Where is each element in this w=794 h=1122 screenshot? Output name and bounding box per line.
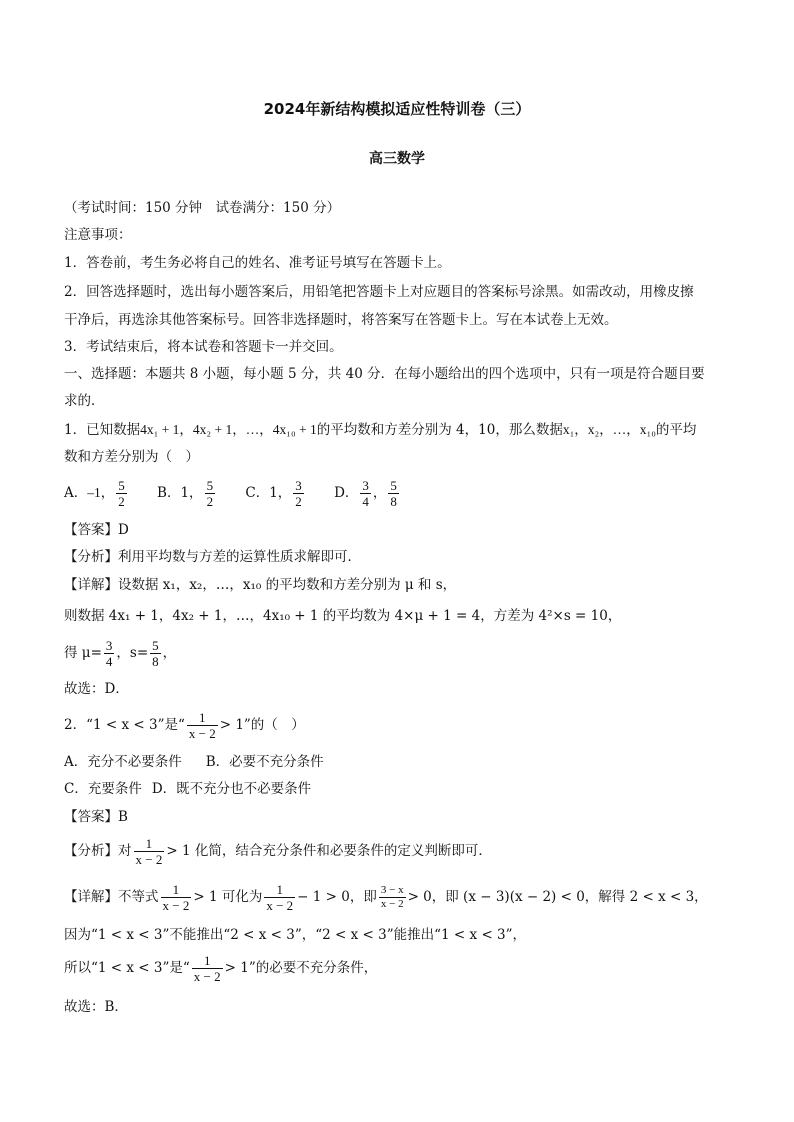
notice-2-cont: 干净后，再选涂其他答案标号。回答非选择题时，将答案写在答题卡上。写在本试卷上无效。 (64, 312, 618, 328)
q1-option-d-frac1 (360, 478, 371, 509)
section1-intro-cont: 求的． (64, 393, 105, 409)
q1-detail-3-c: ， (162, 645, 177, 661)
q2-option-a: A．充分不必要条件 (64, 754, 182, 770)
frac-denominator: x − 2 (380, 898, 404, 910)
q2-reason-2-a: 所以“1 < x < 3”是“ (64, 960, 190, 976)
q1-option-b-frac (205, 478, 216, 509)
q2-option-c: C．充要条件 (64, 781, 142, 797)
frac-denominator: 4 (362, 494, 369, 509)
q2-detail-frac1 (161, 882, 192, 913)
q2-detail-a: 【详解】不等式 (64, 889, 159, 905)
q2-detail-frac2 (264, 882, 295, 913)
q1-analysis: 【分析】利用平均数与方差的运算性质求解即可． (64, 549, 361, 565)
section1-intro: 一、选择题：本题共 8 小题，每小题 5 分，共 40 分．在每小题给出的四个选项中，只有一项是符合题目要 (64, 366, 705, 382)
frac-denominator: x − 2 (266, 898, 294, 913)
frac-numerator: 5 (152, 638, 159, 653)
frac-denominator: 2 (118, 494, 125, 509)
frac-denominator: x − 2 (193, 969, 221, 984)
q2-options-row1 (64, 752, 730, 772)
q2-reason-1: 因为“1 < x < 3”不能推出“2 < x < 3”，“2 < x < 3”能推出“1 < x < 3”， (64, 927, 527, 943)
q1-vars: x₁，x₂，…，x₁₀ (562, 422, 656, 437)
q1-detail-3-b: ，s= (116, 645, 149, 661)
frac-denominator: x − 2 (188, 726, 216, 741)
q1-data-items: 4x₁ + 1，4x₂ + 1，…，4x₁₀ + 1 (140, 422, 317, 437)
q1-detail-3-a: 得 μ= (64, 645, 102, 661)
q1-option-a-frac (116, 478, 127, 509)
q2-detail-b: > 1 可化为 (193, 889, 263, 905)
q1-detail-3-frac1 (104, 638, 115, 669)
frac-denominator: 8 (390, 494, 397, 509)
q2-detail-d: > 0，即 (x − 3)(x − 2) < 0，解得 2 < x < 3， (407, 889, 708, 905)
q2-detail-frac3 (379, 884, 406, 911)
q2-option-d: D．既不充分也不必要条件 (151, 781, 312, 797)
frac-numerator: 5 (118, 478, 125, 493)
frac-numerator: 1 (161, 882, 192, 898)
notice-heading: 注意事项： (64, 227, 132, 243)
q1-choose: 故选：D． (64, 681, 129, 697)
frac-numerator: 3 (105, 638, 113, 653)
q2-analysis-b: > 1 化简，结合充分条件和必要条件的定义判断即可． (166, 843, 492, 859)
q1-option-c (245, 478, 305, 509)
q2-options-row2 (64, 779, 730, 799)
q2-answer: 【答案】B (64, 809, 128, 825)
exam-info: （考试时间：150 分钟 试卷满分：150 分） (64, 200, 341, 216)
q1-options (64, 476, 730, 510)
q1-option-c-label: C．1， (245, 485, 292, 501)
frac-numerator: 5 (390, 478, 397, 493)
frac-numerator: 1 (187, 710, 218, 726)
q2-analysis-frac (134, 836, 165, 867)
q1-stem-line2: 数和方差分别为（ ） (64, 449, 199, 465)
q1-stem-c: 的平均 (655, 422, 697, 438)
notice-1: 1．答卷前，考生务必将自己的姓名、准考证号填写在答题卡上。 (64, 255, 451, 271)
q2-stem-frac (187, 710, 218, 741)
q1-answer: 【答案】D (64, 522, 129, 538)
q2-analysis-a: 【分析】对 (64, 843, 132, 859)
q1-option-d-label: D． (334, 485, 359, 501)
q1-detail-3 (64, 636, 730, 670)
q1-option-c-frac (293, 478, 304, 509)
q1-detail-3-frac2 (150, 638, 161, 669)
q2-stem (64, 708, 730, 742)
frac-numerator: 3 − x (380, 884, 404, 896)
frac-numerator: 1 (264, 882, 295, 898)
frac-denominator: 2 (206, 494, 214, 509)
q1-option-b-label: B．1， (157, 485, 203, 501)
frac-denominator: 4 (105, 654, 113, 669)
q1-option-a-label: A． (64, 485, 88, 501)
q1-detail-2: 则数据 4x₁ + 1，4x₂ + 1，…，4x₁₀ + 1 的平均数为 4×μ + 1 = 4，方差为 4²×s = 10， (64, 608, 622, 624)
q2-reason-2 (64, 951, 730, 985)
q2-stem-a: 2．“1 < x < 3”是“ (64, 717, 185, 733)
q2-detail (64, 880, 730, 914)
frac-denominator: x − 2 (135, 852, 163, 867)
frac-denominator: 2 (295, 494, 302, 509)
frac-numerator: 1 (192, 953, 223, 969)
frac-denominator: 8 (152, 654, 159, 669)
q1-stem-b: 的平均数和方差分别为 4，10，那么数据 (316, 422, 563, 438)
q2-stem-b: > 1”的（ ） (219, 717, 305, 733)
notice-2: 2．回答选择题时，选出每小题答案后，用铅笔把答题卡上对应题目的答案标号涂黑。如需改动，用橡皮擦 (64, 284, 694, 300)
frac-numerator: 3 (295, 478, 302, 493)
q1-option-b (157, 478, 217, 509)
q2-detail-c: − 1 > 0，即 (297, 889, 377, 905)
q1-detail-1: 【详解】设数据 x₁，x₂，…，x₁₀ 的平均数和方差分别为 μ 和 s， (64, 577, 457, 593)
q1-option-d: D． $\frac{3}{4}$ ， $\frac{5}{8}$ (334, 478, 397, 509)
q1-stem (64, 420, 730, 440)
q2-reason-2-b: > 1”的必要不充分条件， (224, 960, 378, 976)
frac-numerator: 3 (362, 478, 369, 493)
q2-reason-2-frac (192, 953, 223, 984)
frac-numerator: 1 (134, 836, 165, 852)
frac-denominator: x − 2 (162, 898, 190, 913)
frac-numerator: 5 (206, 478, 214, 493)
q1-stem-a: 1．已知数据 (64, 422, 141, 438)
q2-option-b: B．必要不充分条件 (205, 754, 324, 770)
document-subtitle: 高三数学 (369, 151, 425, 167)
notice-3: 3．考试结束后，将本试卷和答题卡一并交回。 (64, 339, 343, 355)
q1-option-a-value: –1， (87, 485, 115, 500)
q1-option-d-frac2 (388, 478, 399, 509)
q1-option-a (64, 478, 129, 509)
q2-choose: 故选：B． (64, 999, 128, 1015)
q2-analysis (64, 834, 730, 868)
document-title: 2024年新结构模拟适应性特训卷（三） (263, 100, 531, 118)
